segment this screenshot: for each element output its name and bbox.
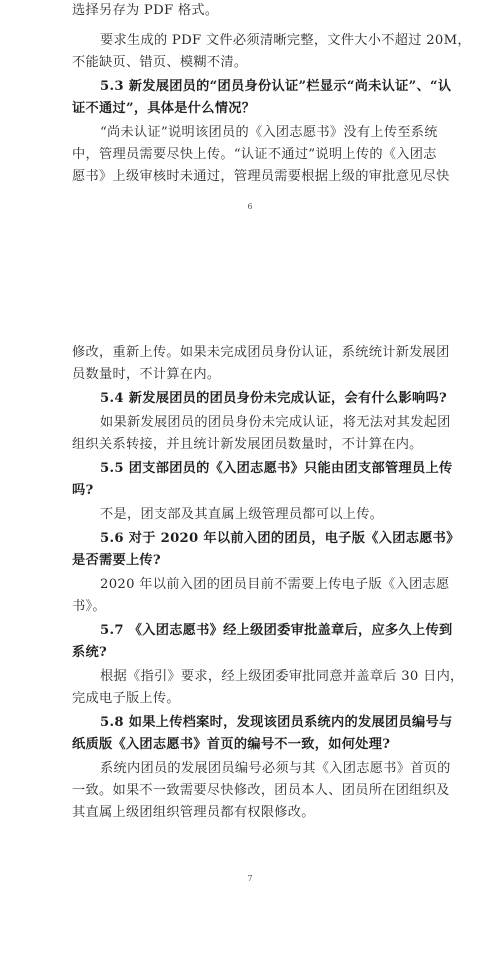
question-heading-5-8-cont: 纸质版《入团志愿书》首页的编号不一致，如何处理? <box>72 737 391 752</box>
document-page-7 <box>0 300 500 961</box>
answer-text-line: 组织关系转接，并且统计新发展团员数量时，不计算在内。 <box>72 437 423 452</box>
body-text-line: 选择另存为 PDF 格式。 <box>72 3 219 18</box>
answer-text-line: 如果新发展团员的团员身份未完成认证，将无法对其发起团 <box>100 415 451 430</box>
answer-text-line: 不是，团支部及其直属上级管理员都可以上传。 <box>100 507 384 522</box>
answer-text-line: 其直属上级团组织管理员都有权限修改。 <box>72 805 315 820</box>
question-heading-5-7-cont: 系统? <box>72 645 108 660</box>
question-heading-5-3-cont: 证不通过”，具体是什么情况？ <box>72 101 256 116</box>
answer-text-line: 系统内团员的发展团员编号必须与其《入团志愿书》首页的 <box>100 761 451 776</box>
question-heading-5-5: 5.5 团支部团员的《入团志愿书》只能由团支部管理员上传 <box>100 461 453 476</box>
page-number: 6 <box>247 202 253 211</box>
answer-text-line: 2020 年以前入团的团员目前不需要上传电子版《入团志愿 <box>100 577 450 592</box>
answer-text-line: 书》。 <box>72 599 106 614</box>
body-text-line: 要求生成的 PDF 文件必须清晰完整，文件大小不超过 20M， <box>100 33 471 48</box>
answer-text-line: 完成电子版上传。 <box>72 691 180 706</box>
question-heading-5-4: 5.4 新发展团员的团员身份未完成认证，会有什么影响吗? <box>100 391 447 406</box>
question-heading-5-6-cont: 是否需要上传? <box>72 553 161 568</box>
body-text-line: 员数量时，不计算在内。 <box>72 367 221 382</box>
answer-text-line: 中，管理员需要尽快上传。“认证不通过”说明上传的《入团志 <box>72 147 437 162</box>
answer-text-line: 根据《指引》要求，经上级团委审批同意并盖章后 30 日内， <box>100 669 464 684</box>
answer-text-line: 一致。如果不一致需要尽快修改，团员本人、团员所在团组织及 <box>72 783 450 798</box>
page-number: 7 <box>247 874 253 883</box>
question-heading-5-5-cont: 吗? <box>72 483 94 498</box>
document-page-6 <box>0 0 500 300</box>
body-text-line: 不能缺页、错页、模糊不清。 <box>72 55 248 70</box>
answer-text-line: “尚未认证”说明该团员的《入团志愿书》没有上传至系统 <box>100 125 438 140</box>
question-heading-5-7: 5.7 《入团志愿书》经上级团委审批盖章后，应多久上传到 <box>100 623 453 638</box>
body-text-line: 修改，重新上传。如果未完成团员身份认证，系统统计新发展团 <box>72 345 450 360</box>
answer-text-line: 愿书》上级审核时未通过，管理员需要根据上级的审批意见尽快 <box>72 169 450 184</box>
question-heading-5-8: 5.8 如果上传档案时，发现该团员系统内的发展团员编号与 <box>100 715 453 730</box>
question-heading-5-6: 5.6 对于 2020 年以前入团的团员，电子版《入团志愿书》 <box>100 531 460 546</box>
question-heading-5-3: 5.3 新发展团员的“团员身份认证”栏显示“尚未认证”、“认 <box>100 79 452 94</box>
